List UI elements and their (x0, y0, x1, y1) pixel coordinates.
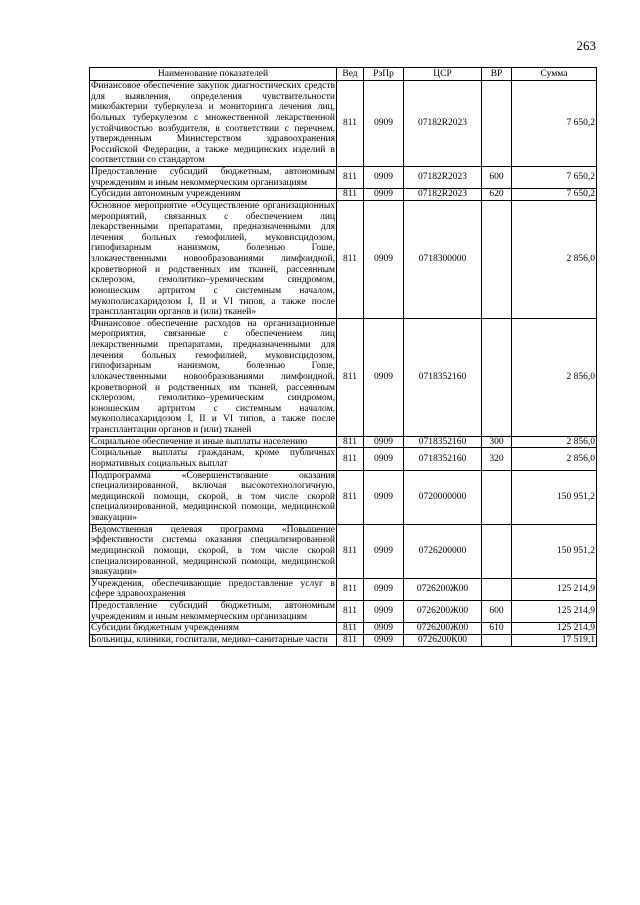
cell-rzpr: 0909 (364, 524, 404, 578)
table-header-row (90, 68, 597, 81)
table-row (90, 470, 597, 524)
cell-sum: 17 519,1 (512, 634, 597, 646)
cell-sum: 125 214,9 (512, 623, 597, 635)
cell-csr: 07182R2023 (404, 167, 482, 189)
table-body (90, 81, 597, 647)
cell-vr: 600 (482, 601, 512, 623)
cell-sum: 2 856,0 (512, 436, 597, 448)
cell-ved: 811 (337, 623, 364, 635)
cell-rzpr: 0909 (364, 189, 404, 201)
cell-vr: 620 (482, 189, 512, 201)
cell-rzpr: 0909 (364, 200, 404, 318)
cell-vr (482, 578, 512, 600)
cell-name: Подпрограмма «Совершенствование оказания специализированной, включая высокотехнологичную, медицинской помощи, скорой, в том числе скорой специализированной, медицинской помощи, медицинской эвакуации» (91, 470, 335, 523)
table-row (90, 200, 597, 318)
cell-ved: 811 (337, 634, 364, 646)
cell-ved: 811 (337, 189, 364, 201)
table-row (90, 634, 597, 646)
cell-sum: 7 650,2 (512, 167, 597, 189)
cell-name: Учреждения, обеспечивающие предоставление услуг в сфере здравоохранения (91, 578, 335, 600)
table-row (90, 448, 597, 470)
cell-vr (482, 524, 512, 578)
cell-sum: 2 856,0 (512, 200, 597, 318)
cell-csr: 0726200Ж00 (404, 601, 482, 623)
cell-csr: 0718352160 (404, 436, 482, 448)
cell-vr (482, 318, 512, 436)
cell-ved: 811 (337, 318, 364, 436)
cell-vr (482, 81, 512, 167)
cell-sum: 7 650,2 (512, 81, 597, 167)
cell-name: Субсидии автономным учреждениям (90, 189, 337, 201)
cell-csr: 0720000000 (404, 470, 482, 524)
cell-vr: 300 (482, 436, 512, 448)
cell-rzpr: 0909 (364, 81, 404, 167)
table-row (90, 524, 597, 578)
cell-rzpr: 0909 (364, 436, 404, 448)
cell-ved: 811 (337, 167, 364, 189)
cell-name: Предоставление субсидий бюджетным, автономным учреждениям и иным некоммерческим организациям (91, 167, 335, 188)
cell-csr: 0718352160 (404, 318, 482, 436)
header-ved: Вед (337, 68, 364, 81)
cell-rzpr: 0909 (364, 318, 404, 436)
cell-sum: 150 951,2 (512, 524, 597, 578)
cell-rzpr: 0909 (364, 623, 404, 635)
table-row (90, 578, 597, 600)
cell-name: Финансовое обеспечение закупок диагностических средств для выявления, определения чувствительности микобактерии туберкулеза и мониторинга лечения лиц, больных туберкулезом с множественной лекарственной устойчивостью возбудителя, в соответствии с перечнем, утвержденным Министерством здравоохранения Российской Федерации, а также медицинских изделий в соответствии со стандартом (91, 81, 335, 166)
cell-ved: 811 (337, 578, 364, 600)
cell-vr: 600 (482, 167, 512, 189)
cell-vr: 320 (482, 448, 512, 470)
header-sum: Сумма (512, 68, 597, 81)
cell-name: Субсидии бюджетным учреждениям (90, 623, 337, 635)
cell-rzpr: 0909 (364, 578, 404, 600)
cell-sum: 125 214,9 (512, 601, 597, 623)
page-number: 263 (576, 38, 596, 53)
cell-rzpr: 0909 (364, 470, 404, 524)
cell-name: Социальные выплаты гражданам, кроме публичных нормативных социальных выплат (91, 448, 335, 469)
cell-csr: 0726200К00 (404, 634, 482, 646)
cell-ved: 811 (337, 448, 364, 470)
cell-csr: 07182R2023 (404, 189, 482, 201)
cell-sum: 2 856,0 (512, 318, 597, 436)
cell-name: Предоставление субсидий бюджетным, автономным учреждениям и иным некоммерческим организациям (91, 601, 335, 622)
header-name: Наименование показателей (90, 68, 337, 81)
table-row (90, 601, 597, 623)
budget-table (89, 67, 597, 647)
cell-rzpr: 0909 (364, 601, 404, 623)
cell-name: Социальное обеспечение и иные выплаты населению (90, 436, 337, 448)
cell-sum: 7 650,2 (512, 189, 597, 201)
cell-sum: 125 214,9 (512, 578, 597, 600)
cell-name: Больницы, клиники, госпитали, медико–санитарные части (90, 634, 337, 646)
header-rzpr: РзПр (364, 68, 404, 81)
cell-vr (482, 634, 512, 646)
cell-name: Ведомственная целевая программа «Повышение эффективности системы оказания специализированной медицинской помощи, скорой, в том числе скорой специализированной, медицинской помощи, медицинской эвакуации» (91, 524, 335, 578)
cell-vr: 610 (482, 623, 512, 635)
table-row (90, 318, 597, 436)
cell-sum: 2 856,0 (512, 448, 597, 470)
cell-csr: 0726200Ж00 (404, 578, 482, 600)
cell-name: Основное мероприятие «Осуществление организационных мероприятий, связанных с обеспечением лиц лекарственными препаратами, предназначенными для лечения больных гемофилией, муковисцидозом, гипофизарным нанизмом, болезнью Гоше, злокачественными новообразованиями лимфоидной, кроветворной и родственных им тканей, рассеянным склерозом, гемолитико–уремическим синдромом, юношеским артритом с системным началом, мукополисахаридозом I, II и VI типов, а также после трансплантации органов и (или) тканей» (91, 200, 335, 318)
cell-csr: 07182R2023 (404, 81, 482, 167)
cell-ved: 811 (337, 436, 364, 448)
cell-vr (482, 470, 512, 524)
table-row (90, 189, 597, 201)
cell-rzpr: 0909 (364, 448, 404, 470)
table-row (90, 167, 597, 189)
cell-csr: 0726200Ж00 (404, 623, 482, 635)
cell-sum: 150 951,2 (512, 470, 597, 524)
cell-ved: 811 (337, 470, 364, 524)
cell-ved: 811 (337, 524, 364, 578)
header-vr: ВР (482, 68, 512, 81)
cell-rzpr: 0909 (364, 634, 404, 646)
cell-ved: 811 (337, 81, 364, 167)
header-csr: ЦСР (404, 68, 482, 81)
cell-vr (482, 200, 512, 318)
cell-name: Финансовое обеспечение расходов на организационные мероприятия, связанные с обеспечением лиц лекарственными препаратами, предназначенными для лечения больных гемофилией, муковисцидозом, гипофизарным нанизмом, болезнью Гоше, злокачественными новообразованиями лимфоидной, кроветворной и родственных им тканей, рассеянным склерозом, гемолитико–уремическим синдромом, юношеским артритом с системным началом, мукополисахаридозом I, II и VI типов, а также после трансплантации органов и (или) тканей (91, 318, 335, 435)
cell-rzpr: 0909 (364, 167, 404, 189)
cell-csr: 0718300000 (404, 200, 482, 318)
table-row (90, 436, 597, 448)
table-row (90, 81, 597, 167)
cell-csr: 0718352160 (404, 448, 482, 470)
cell-ved: 811 (337, 601, 364, 623)
table-row (90, 623, 597, 635)
cell-csr: 0726200000 (404, 524, 482, 578)
cell-ved: 811 (337, 200, 364, 318)
